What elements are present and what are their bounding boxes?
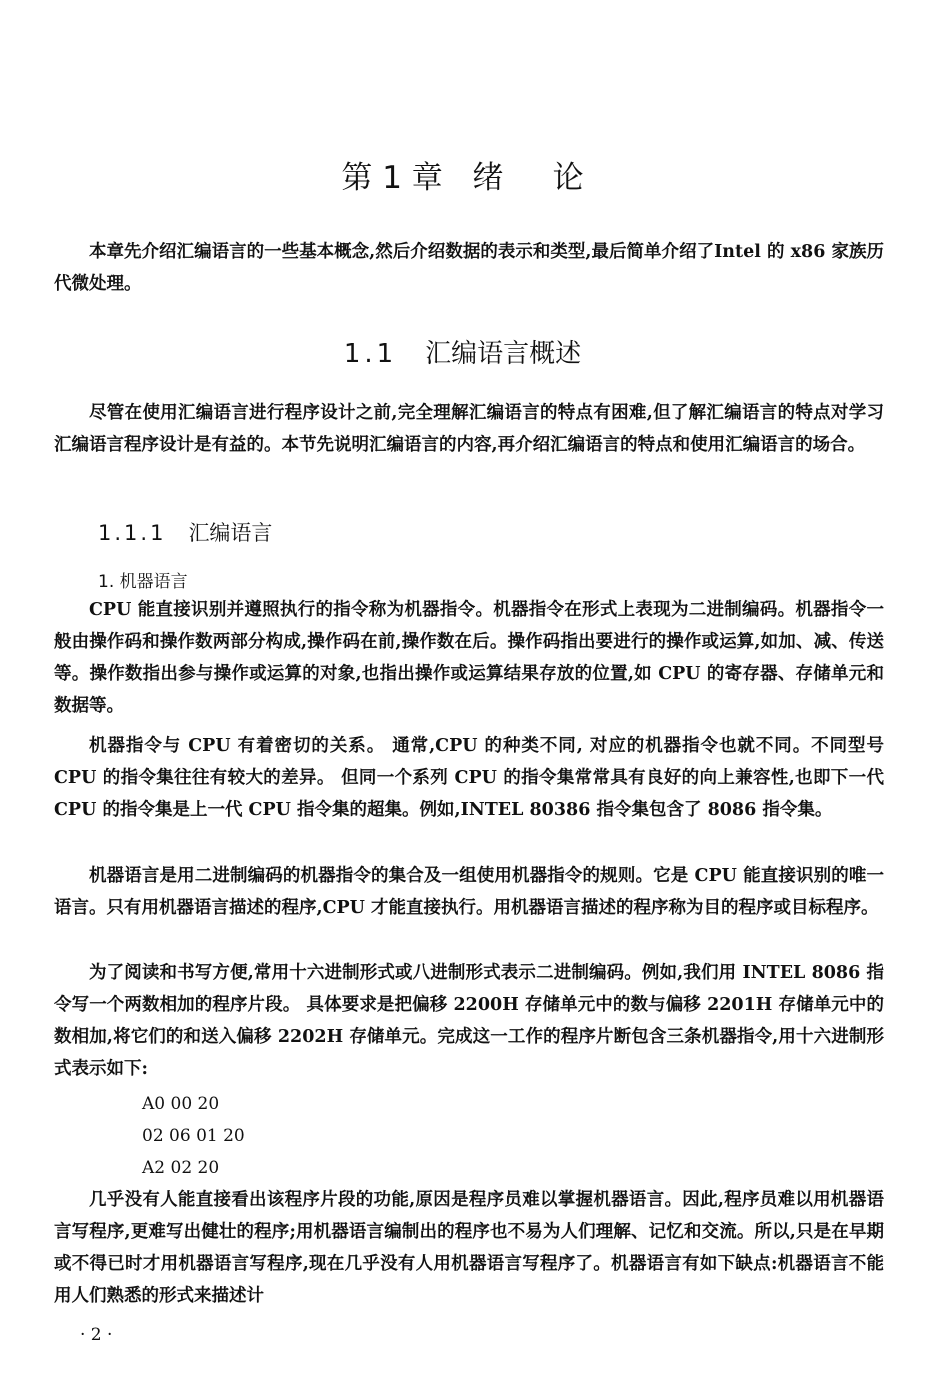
paragraph: 几乎没有人能直接看出该程序片段的功能,原因是程序员难以掌握机器语言。因此,程序员难以用机器语言写程序,更难写出健壮的程序;用机器语言编制出的程序也不易为人们理解、记忆和交流。所以,只是在早期或不得已时才用机器语言写程序,现在几乎没有人用机器语言写程序了。机器语言有如下缺点:机器语言不能用人们熟悉的形式来描述计 bbox=[54, 1190, 884, 1306]
subsection-number: 1.1.1 bbox=[98, 521, 167, 545]
chapter-intro: 本章先介绍汇编语言的一些基本概念,然后介绍数据的表示和类型,最后简单介绍了Intel 的 x86 家族历代微处理。 bbox=[54, 242, 884, 294]
subsection-title: 汇编语言 bbox=[188, 521, 273, 545]
code-line: A2 02 20 bbox=[142, 1158, 220, 1178]
code-line: 02 06 01 20 bbox=[142, 1126, 245, 1146]
section-number: 1.1 bbox=[343, 339, 398, 369]
chapter-title: 第 1 章 绪 论 bbox=[341, 160, 584, 196]
item-heading: 1. 机器语言 bbox=[98, 572, 188, 592]
subsection-heading bbox=[98, 517, 272, 547]
paragraph: 机器指令与 CPU 有着密切的关系。 通常,CPU 的种类不同, 对应的机器指令也就不同。不同型号 CPU 的指令集往往有较大的差异。 但同一个系列 CPU 的指令集常常具有良好的向上兼容性,也即下一代 CPU 的指令集是上一代 CPU 指令集的超集。例如,INTEL 80386 指令集包含了 8086 指令集。 bbox=[54, 736, 884, 820]
section-intro: 尽管在使用汇编语言进行程序设计之前,完全理解汇编语言的特点有困难,但了解汇编语言的特点对学习汇编语言程序设计是有益的。本节先说明汇编语言的内容,再介绍汇编语言的特点和使用汇编语言的场合。 bbox=[54, 403, 884, 455]
paragraph: CPU 能直接识别并遵照执行的指令称为机器指令。机器指令在形式上表现为二进制编码。机器指令一般由操作码和操作数两部分构成,操作码在前,操作数在后。操作码指出要进行的操作或运算,如加、减、传送等。操作数指出参与操作或运算的对象,也指出操作或运算结果存放的位置,如 CPU 的寄存器、存储单元和数据等。 bbox=[54, 600, 884, 716]
paragraph: 为了阅读和书写方便,常用十六进制形式或八进制形式表示二进制编码。例如,我们用 INTEL 8086 指令写一个两数相加的程序片段。 具体要求是把偏移 2200H 存储单元中的数与偏移 2201H 存储单元中的数相加,将它们的和送入偏移 2202H 存储单元。完成这一工作的程序片断包含三条机器指令,用十六进制形式表示如下: bbox=[54, 963, 884, 1079]
paragraph: 机器语言是用二进制编码的机器指令的集合及一组使用机器指令的规则。它是 CPU 能直接识别的唯一语言。只有用机器语言描述的程序,CPU 才能直接执行。用机器语言描述的程序称为目的程序或目标程序。 bbox=[54, 866, 884, 918]
page-number: · 2 · bbox=[80, 1325, 113, 1345]
code-line: A0 00 20 bbox=[142, 1094, 220, 1114]
section-heading bbox=[0, 333, 925, 370]
section-title: 汇编语言概述 bbox=[425, 339, 582, 369]
code-block bbox=[142, 1088, 245, 1184]
